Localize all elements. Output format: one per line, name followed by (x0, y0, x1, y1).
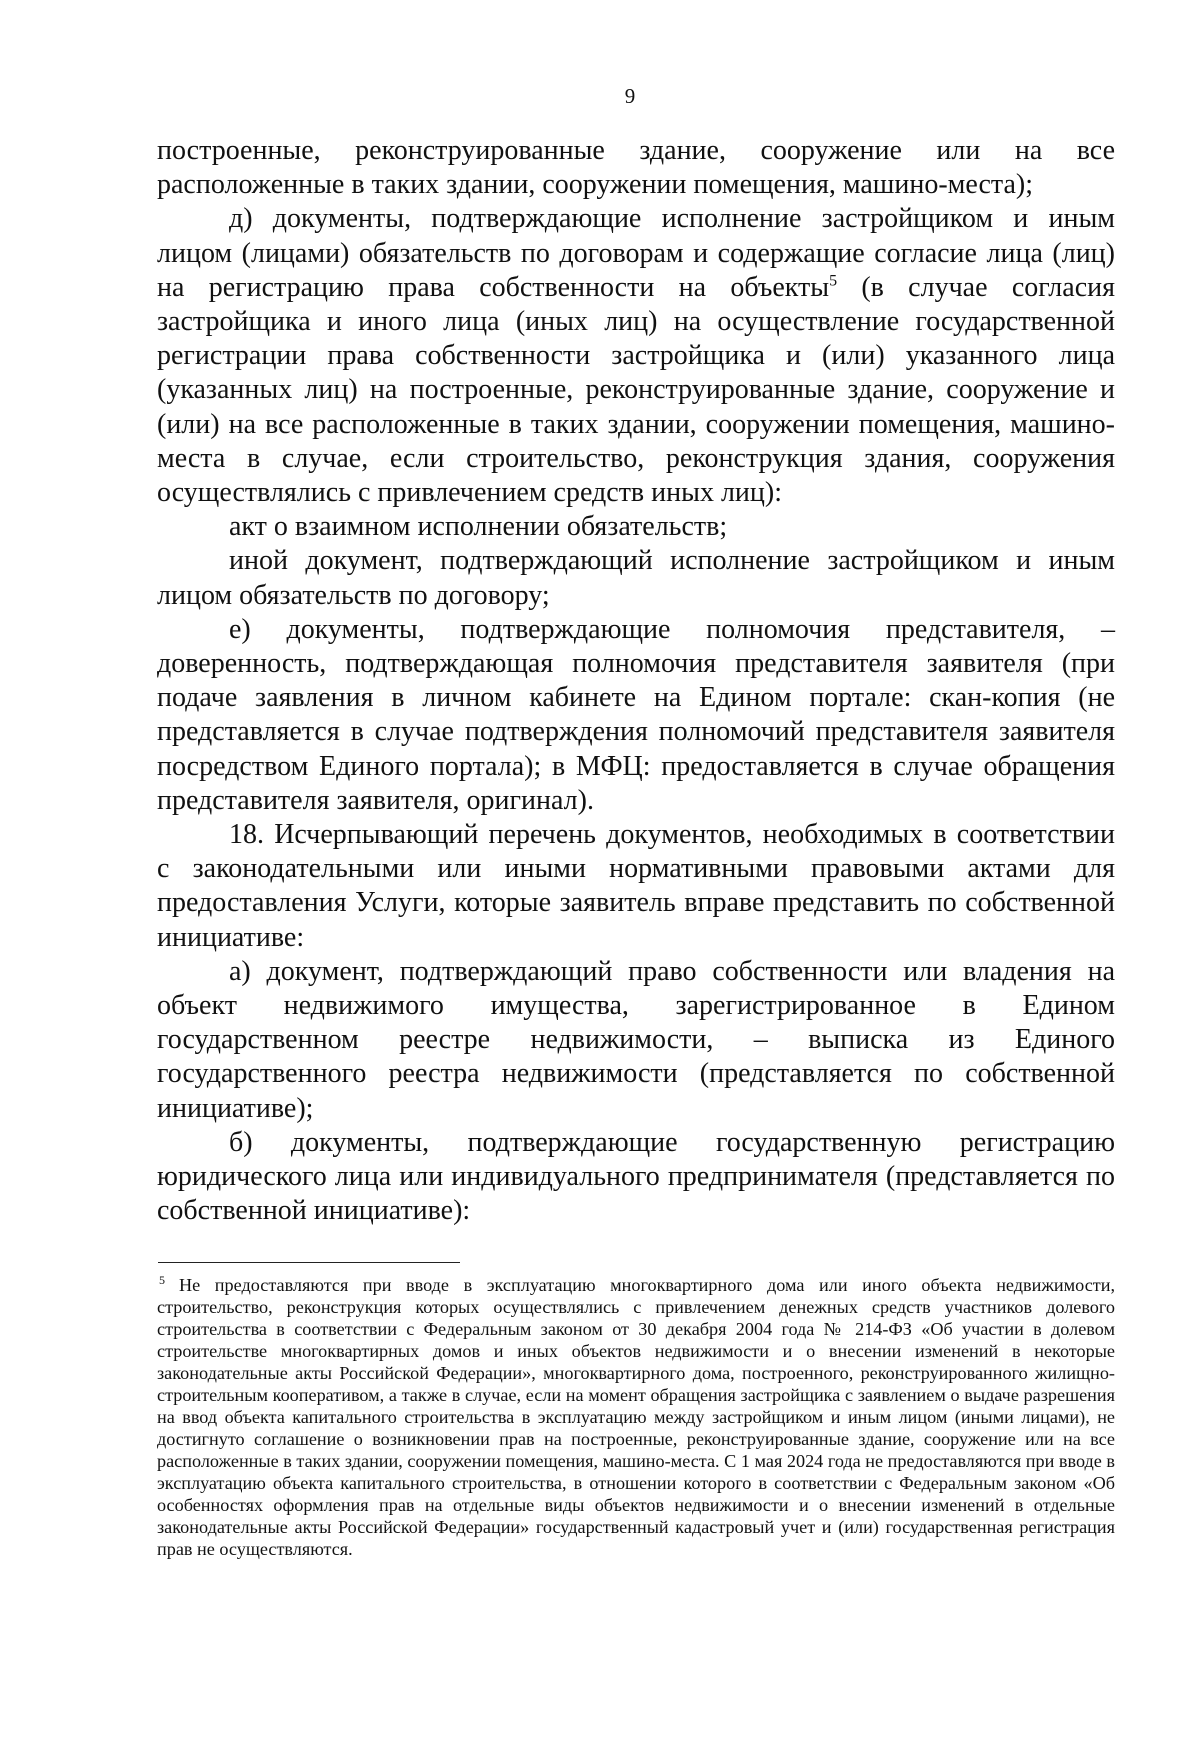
paragraph-section-18: 18. Исчерпывающий перечень документов, необходимых в соответствии с законодательными или иными нормативными правовыми актами для предоставления Услуги, которые заявитель вправе представить по собственной инициативе: (157, 819, 1115, 953)
footnote-text: Не предоставляются при вводе в эксплуатацию многоквартирного дома или иного объекта недвижимости, строительство, реконструкция которых осуществлялись с привлечением денежных средств участников долевого строительства в соответствии с Федеральным законом от 30 декабря 2004 года № 214-ФЗ «Об участии в долевом строительстве многоквартирных домов и иных объектов недвижимости и о внесении изменений в некоторые законодательные акты Российской Федерации», многоквартирного дома, построенного, реконструированного жилищно-строительным кооперативом, а также в случае, если на момент обращения застройщика с заявлением о выдаче разрешения на ввод объекта капитального строительства в эксплуатацию между застройщиком и иным лицом (иными лицами), не достигнуто соглашение о возникновении прав на построенные, реконструированные здание, сооружение или на все расположенные в таких здании, сооружении помещения, машино-места. С 1 мая 2024 года не предоставляются при вводе в эксплуатацию объекта капитального строительства, в отношении которого в соответствии с Федеральным законом «Об особенностях оформления прав на отдельные виды объектов недвижимости и о внесении изменений в отдельные законодательные акты Российской Федерации» государственный кадастровый учет и (или) государственная регистрация прав не осуществляются. (157, 1275, 1115, 1559)
page-number: 9 (624, 84, 636, 108)
paragraph-item-d-text-cont: (в случае согласия застройщика и иного лица (иных лиц) на осуществление государственной регистрации права собственности застройщика и (или) указанного лица (указанных лиц) на построенные, реконструированные здание, сооружение и (или) на все расположенные в таких здании, сооружении помещения, машино-места в случае, если строительство, реконструкция здания, сооружения осуществлялись с привлечением средств иных лиц): (157, 271, 1115, 509)
document-body (157, 134, 1115, 1229)
footnote-mark: 5 (159, 1272, 165, 1287)
paragraph-item-d-text: д) документы, подтверждающие исполнение застройщиком и иным лицом (лицами) обязательств по договорам и содержащие согласие лица (лиц) на регистрацию права собственности на объекты (157, 203, 1115, 303)
paragraph-item-d (157, 202, 1115, 510)
footnote-reference: 5 (829, 272, 838, 290)
paragraph-item-e: е) документы, подтверждающие полномочия представителя, – доверенность, подтверждающая полномочия представителя заявителя (при подаче заявления в личном кабинете на Едином портале: скан-копия (не представляется в случае подтверждения полномочий представителя заявителя посредством Единого портала); в МФЦ: предоставляется в случае обращения представителя заявителя, оригинал). (157, 613, 1115, 816)
paragraph-act: акт о взаимном исполнении обязательств; (229, 511, 728, 543)
footnote (157, 1274, 1115, 1560)
paragraph-continuation: построенные, реконструированные здание, сооружение или на все расположенные в таких здании, сооружении помещения, машино-места); (157, 135, 1115, 201)
footnote-divider (158, 1262, 460, 1263)
paragraph-item-b: б) документы, подтверждающие государственную регистрацию юридического лица или индивидуального предпринимателя (представляется по собственной инициативе): (157, 1126, 1115, 1227)
paragraph-item-a: а) документ, подтверждающий право собственности или владения на объект недвижимого имущества, зарегистрированное в Едином государственном реестре недвижимости, – выписка из Единого государственного реестра недвижимости (представляется по собственной инициативе); (157, 955, 1115, 1124)
paragraph-other-document: иной документ, подтверждающий исполнение застройщиком и иным лицом обязательств по договору; (157, 545, 1115, 611)
